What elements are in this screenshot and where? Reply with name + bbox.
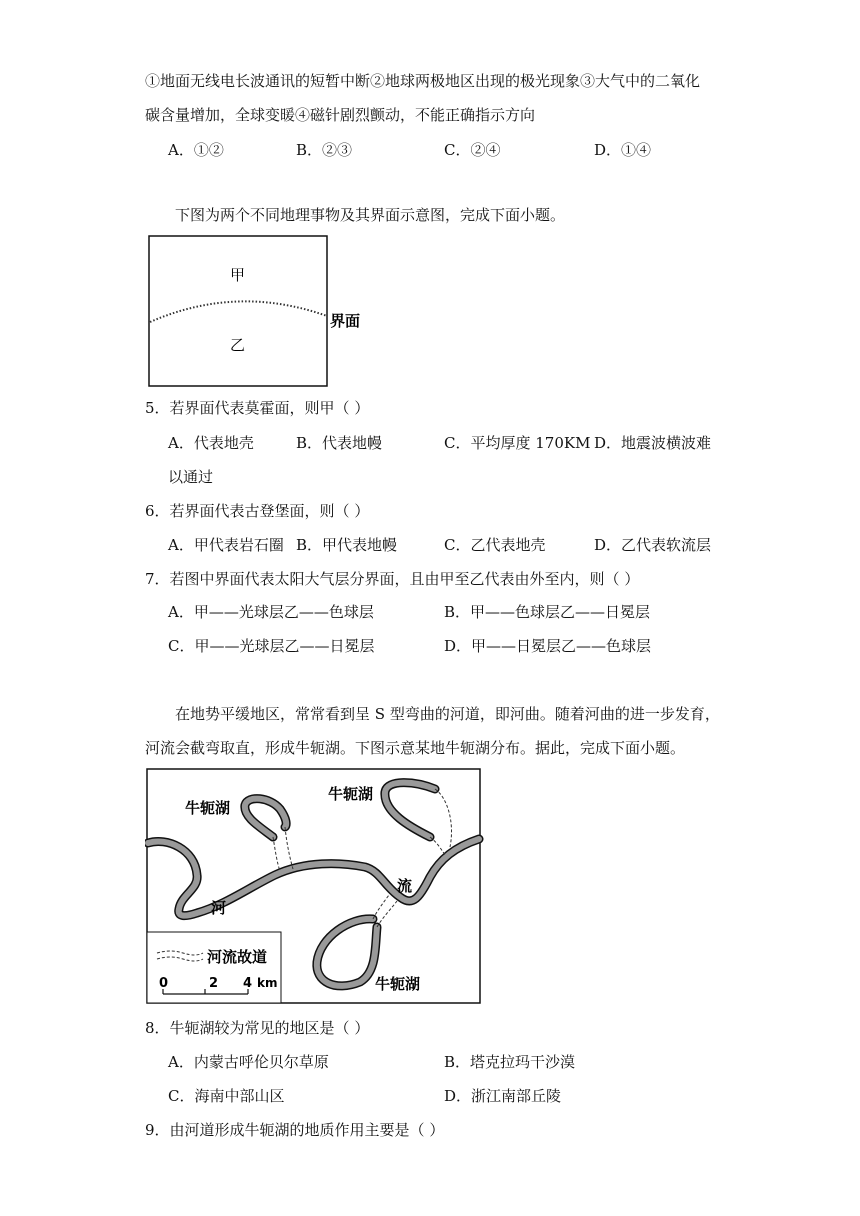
- q6-option-c: C．乙代表地壳: [444, 536, 546, 554]
- q7-option-b: B．甲——色球层乙——日冕层: [444, 603, 651, 621]
- option-b: B．②③: [296, 141, 353, 159]
- scale-0: 0: [159, 976, 169, 991]
- map-legend: [147, 932, 281, 1003]
- intro-text-line1: ①地面无线电长波通讯的短暂中断②地球两极地区出现的极光现象③大气中的二氧化: [145, 72, 701, 90]
- interface-diagram: [145, 232, 375, 392]
- label-yi: 乙: [230, 336, 246, 354]
- q7-option-a: A．甲——光球层乙——色球层: [168, 603, 374, 621]
- section2-intro-line1: 在地势平缓地区，常常看到呈 S 型弯曲的河道，即河曲。随着河曲的进一步发育，: [175, 705, 720, 723]
- legend-label: 河流故道: [207, 948, 268, 966]
- q5-option-d-wrap: 以通过: [168, 468, 214, 486]
- label-oxbow-lake-bottom: 牛轭湖: [375, 975, 421, 993]
- q6-option-d: D．乙代表软流层: [594, 536, 712, 554]
- q5-option-c: C．平均厚度 170KM: [444, 434, 591, 452]
- label-river-he: 河: [211, 899, 227, 917]
- q5-option-a: A．代表地壳: [168, 434, 254, 452]
- section1-intro: 下图为两个不同地理事物及其界面示意图，完成下面小题。: [175, 206, 566, 224]
- option-a: A．①②: [168, 141, 224, 159]
- q8-option-c: C．海南中部山区: [168, 1087, 285, 1105]
- label-river-liu: 流: [397, 877, 413, 895]
- q7-option-c: C．甲——光球层乙——日冕层: [168, 637, 375, 655]
- q9-stem: 9．由河道形成牛轭湖的地质作用主要是（ ）: [145, 1121, 445, 1139]
- intro-text-line2: 碳含量增加，全球变暖④磁针剧烈颤动，不能正确指示方向: [145, 106, 536, 124]
- q6-option-a: A．甲代表岩石圈: [168, 536, 284, 554]
- section2-intro-line2: 河流会截弯取直，形成牛轭湖。下图示意某地牛轭湖分布。据此，完成下面小题。: [145, 739, 686, 757]
- q8-option-b: B．塔克拉玛干沙漠: [444, 1053, 576, 1071]
- scale-unit: km: [257, 976, 278, 990]
- q6-option-b: B．甲代表地幔: [296, 536, 398, 554]
- scale-4: 4: [243, 976, 253, 991]
- q6-stem: 6．若界面代表古登堡面，则（ ）: [145, 502, 370, 520]
- oxbow-lake-map: [145, 767, 485, 1007]
- diagram-frame: [149, 236, 327, 386]
- q8-stem: 8．牛轭湖较为常见的地区是（ ）: [145, 1019, 370, 1037]
- option-d: D．①④: [594, 141, 652, 159]
- label-oxbow-lake-left: 牛轭湖: [185, 799, 231, 817]
- q7-stem: 7．若图中界面代表太阳大气层分界面，且由甲至乙代表由外至内，则（ ）: [145, 570, 640, 588]
- q5-option-b: B．代表地幔: [296, 434, 383, 452]
- q5-option-d: D．地震波横波难: [594, 434, 712, 452]
- label-jia: 甲: [230, 266, 246, 284]
- option-c: C．②④: [444, 141, 501, 159]
- q8-option-d: D．浙江南部丘陵: [444, 1087, 562, 1105]
- q7-option-d: D．甲——日冕层乙——色球层: [444, 637, 652, 655]
- label-interface: 界面: [330, 312, 361, 330]
- label-oxbow-lake-right: 牛轭湖: [328, 785, 374, 803]
- q5-stem: 5．若界面代表莫霍面，则甲（ ）: [145, 399, 370, 417]
- scale-2: 2: [209, 976, 219, 991]
- q8-option-a: A．内蒙古呼伦贝尔草原: [168, 1053, 329, 1071]
